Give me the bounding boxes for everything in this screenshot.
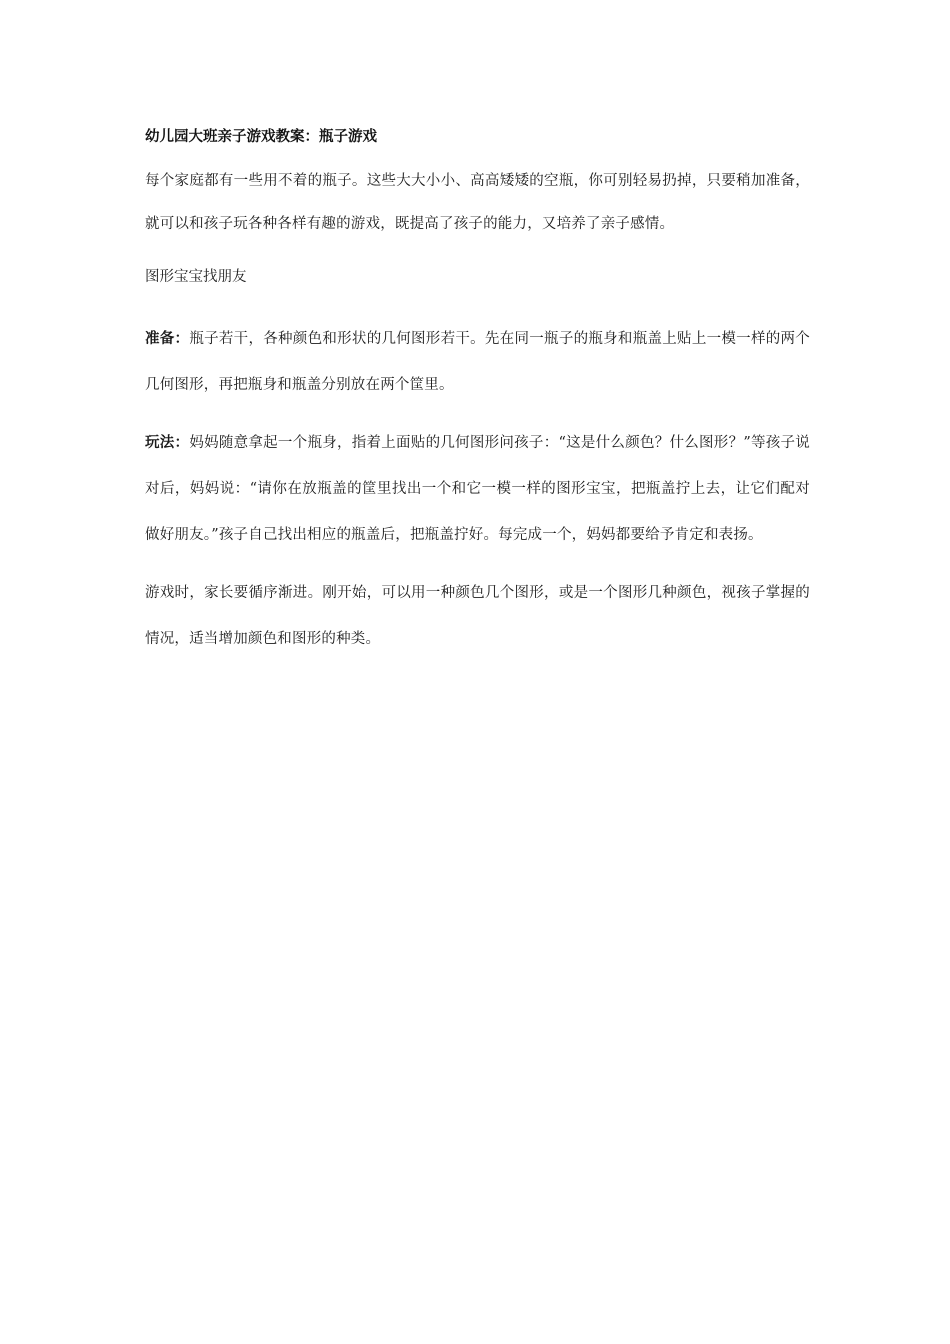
note-paragraph: 游戏时，家长要循序渐进。刚开始，可以用一种颜色几个图形，或是一个图形几种颜色，视孩子掌握的情况，适当增加颜色和图形的种类。 xyxy=(145,585,810,647)
section-heading: 图形宝宝找朋友 xyxy=(145,269,247,285)
gameplay-paragraph xyxy=(145,420,810,558)
preparation-label: 准备： xyxy=(145,331,190,347)
document-body xyxy=(145,122,810,674)
document-title: 幼儿园大班亲子游戏教案：瓶子游戏 xyxy=(145,129,377,145)
intro-paragraph: 每个家庭都有一些用不着的瓶子。这些大大小小、高高矮矮的空瓶，你可别轻易扔掉，只要稍加准备，就可以和孩子玩各种各样有趣的游戏，既提高了孩子的能力，又培养了亲子感情。 xyxy=(145,173,810,232)
preparation-paragraph xyxy=(145,316,810,408)
gameplay-label: 玩法： xyxy=(145,435,190,451)
gameplay-text: 妈妈随意拿起一个瓶身，指着上面贴的几何图形问孩子：“这是什么颜色？什么图形？”等孩子说对后，妈妈说：“请你在放瓶盖的筐里找出一个和它一模一样的图形宝宝，把瓶盖拧上去，让它们配对做好朋友。”孩子自己找出相应的瓶盖后，把瓶盖拧好。每完成一个，妈妈都要给予肯定和表扬。 xyxy=(145,435,811,543)
preparation-text: 瓶子若干，各种颜色和形状的几何图形若干。先在同一瓶子的瓶身和瓶盖上贴上一模一样的两个几何图形，再把瓶身和瓶盖分别放在两个筐里。 xyxy=(145,331,810,393)
